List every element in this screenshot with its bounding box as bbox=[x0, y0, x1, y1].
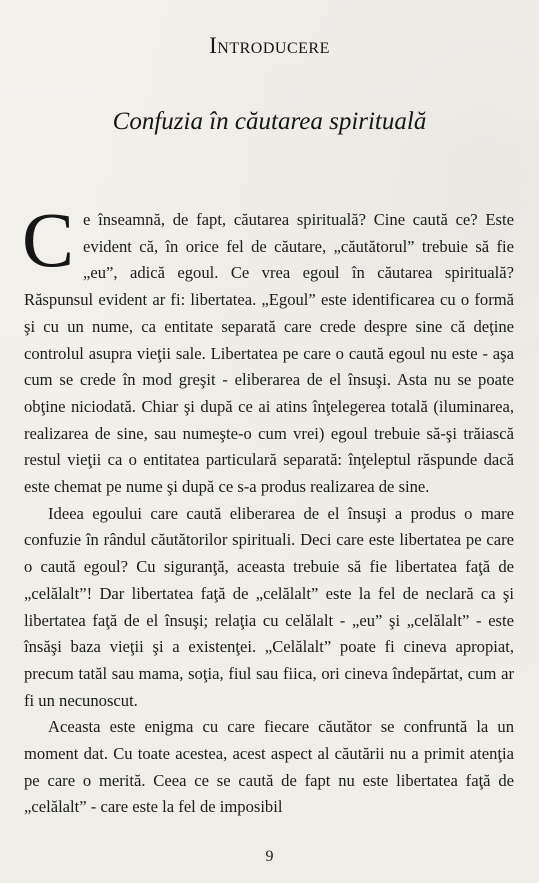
drop-cap: C bbox=[22, 196, 75, 283]
chapter-title: Confuzia în căutarea spirituală bbox=[112, 108, 427, 135]
body-text bbox=[22, 196, 514, 821]
paragraph-3: Aceasta este enigma cu care fiecare căutător se confruntă la un moment dat. Cu toate acestea, acest aspect al căutării nu a primit atenţia pe care o merită. Ceea ce se caută de fapt nu este libertatea faţă de „celălalt” - care este la fel de imposibil bbox=[24, 717, 514, 817]
paragraph-1 bbox=[22, 196, 514, 501]
chapter-label: Introducere bbox=[209, 33, 330, 58]
paragraph-1-text: e înseamnă, de fapt, căutarea spirituală? Cine caută ce? Este evident că, în orice fel de căutare, „căutătorul” trebuie să fie „eu”, adică egoul. Ce vrea egoul în căutarea spirituală? Răspunsul evident ar fi: libertatea. „Egoul” este identificarea cu o formă şi cu un nume, ca entitate separată care crede despre sine că deţine controlul asupra vieţii sale. Libertatea pe care o caută egoul nu este - aşa cum se crede în mod greşit - eliberarea de el însuşi. Asta nu se poate obţine niciodată. Chiar şi după ce ai atins înţelegerea totală (iluminarea, realizarea de sine, sau numeşte-o cum vrei) egoul trebuie să-şi trăiască restul vieţii ca o entitatea particulară separată: înţeleptul răspunde dacă este chemat pe nume şi după ce s-a produs realizarea de sine. bbox=[24, 210, 514, 497]
page-number: 9 bbox=[265, 848, 274, 865]
paragraph-2: Ideea egoului care caută eliberarea de el însuşi a produs o mare confuzie în rândul căutătorilor spirituali. Deci care este libertatea pe care o caută egoul? Cu siguranţă, aceasta trebuie să fie libertatea faţă de „celălalt”! Dar libertatea faţă de „celălalt” este la fel de neclară ca şi libertatea faţă de el însuşi; relaţia cu celălalt - „eu” şi „celălalt” - este însăşi baza vieţii şi a existenţei. „Celălalt” poate fi cineva apropiat, precum tatăl sau mama, soţia, fiul sau fiica, ori cineva îndepărtat, cum ar fi un necunoscut. bbox=[24, 503, 514, 710]
